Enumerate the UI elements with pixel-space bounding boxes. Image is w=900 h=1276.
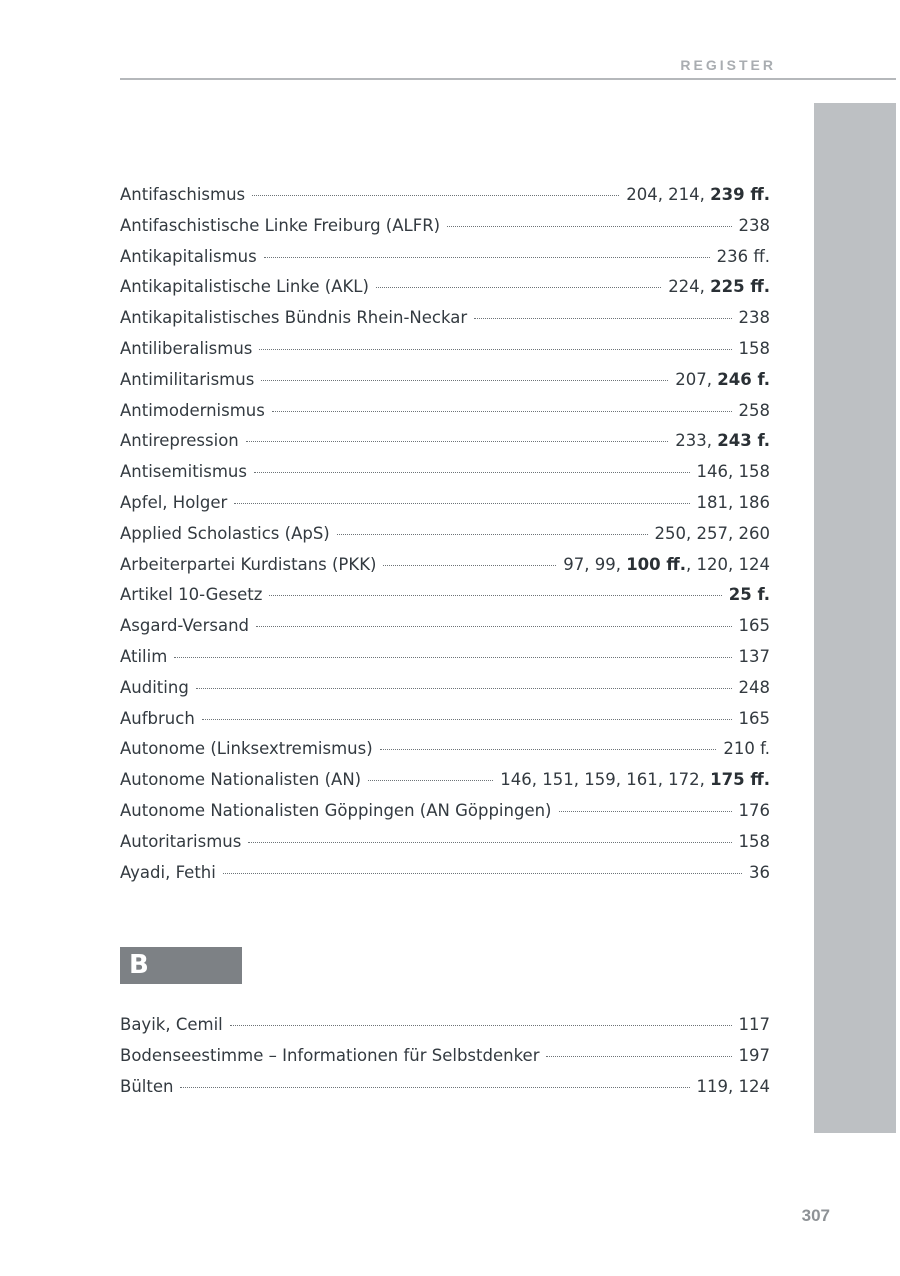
index-entry bbox=[120, 646, 770, 677]
index-term: Asgard-Versand bbox=[120, 616, 250, 636]
page-reference: 197 bbox=[738, 1045, 770, 1065]
page-references bbox=[563, 554, 770, 576]
page-reference: 146, 151, 159, 161, 172, bbox=[500, 770, 711, 790]
index-term: Applied Scholastics (ApS) bbox=[120, 523, 330, 543]
dot-leader bbox=[447, 226, 731, 227]
index-entry bbox=[120, 523, 770, 554]
index-term: Antifaschistische Linke Freiburg (ALFR) bbox=[120, 215, 441, 235]
index-entry bbox=[120, 1076, 770, 1107]
section-letter: B bbox=[129, 950, 149, 980]
dot-leader bbox=[180, 1087, 689, 1088]
page-references bbox=[655, 523, 770, 545]
page-reference: 119, 124 bbox=[696, 1076, 770, 1096]
page-reference: 238 bbox=[738, 215, 770, 235]
page-reference: 258 bbox=[738, 400, 770, 420]
index-term: Antirepression bbox=[120, 431, 239, 451]
index-term: Antisemitismus bbox=[120, 462, 247, 482]
dot-leader bbox=[474, 318, 731, 319]
page-reference: 97, 99, bbox=[563, 554, 627, 574]
dot-leader bbox=[559, 811, 732, 812]
index-term: Antikapitalistische Linke (AKL) bbox=[120, 277, 369, 297]
index-entry bbox=[120, 307, 770, 338]
page-reference: 146, 158 bbox=[696, 462, 770, 482]
page-references bbox=[500, 769, 770, 791]
index-term: Auditing bbox=[120, 677, 189, 697]
index-entry bbox=[120, 615, 770, 646]
index-entry bbox=[120, 831, 770, 862]
dot-leader bbox=[223, 873, 742, 874]
page-references bbox=[675, 430, 770, 452]
page-reference: 137 bbox=[738, 646, 770, 666]
index-term: Autonome Nationalisten (AN) bbox=[120, 770, 362, 790]
page-reference: 158 bbox=[738, 831, 770, 851]
index-term: Autoritarismus bbox=[120, 831, 242, 851]
index-term: Artikel 10-Gesetz bbox=[120, 585, 263, 605]
page-references bbox=[723, 738, 770, 760]
index-entry bbox=[120, 800, 770, 831]
index-entry bbox=[120, 862, 770, 893]
dot-leader bbox=[259, 349, 731, 350]
page-references bbox=[739, 646, 771, 668]
index-term: Antimodernismus bbox=[120, 400, 265, 420]
page-references bbox=[739, 1014, 771, 1036]
main-page-reference: 100 ff. bbox=[626, 554, 687, 574]
page-reference: 207, bbox=[675, 369, 718, 389]
index-entry bbox=[120, 1045, 770, 1076]
page-reference: , 120, 124 bbox=[686, 554, 770, 574]
index-term: Antimilitarismus bbox=[120, 369, 255, 389]
dot-leader bbox=[546, 1056, 731, 1057]
index-entry bbox=[120, 400, 770, 431]
page-references bbox=[739, 400, 771, 422]
dot-leader bbox=[380, 749, 717, 750]
page-references bbox=[739, 615, 771, 637]
page-references bbox=[697, 492, 770, 514]
dot-leader bbox=[174, 657, 731, 658]
running-head-title: REGISTER bbox=[680, 57, 776, 73]
page-references bbox=[739, 338, 771, 360]
page-reference: 158 bbox=[738, 338, 770, 358]
index-entry bbox=[120, 215, 770, 246]
index-entry bbox=[120, 338, 770, 369]
header-rule bbox=[120, 78, 896, 80]
index-term: Autonome Nationalisten Göppingen (AN Göppingen) bbox=[120, 800, 552, 820]
index-entry bbox=[120, 184, 770, 215]
dot-leader bbox=[368, 780, 493, 781]
index-term: Antikapitalismus bbox=[120, 246, 257, 266]
index-term: Antikapitalistisches Bündnis Rhein-Neckar bbox=[120, 308, 468, 328]
page-references bbox=[697, 1076, 770, 1098]
page-reference: 248 bbox=[738, 677, 770, 697]
index-entry bbox=[120, 369, 770, 400]
page-reference: 224, bbox=[668, 277, 711, 297]
index-term: Aufbruch bbox=[120, 708, 195, 728]
page-reference: 210 f. bbox=[723, 739, 770, 759]
dot-leader bbox=[269, 595, 721, 596]
main-page-reference: 175 ff. bbox=[710, 770, 770, 790]
index-term: Arbeiterpartei Kurdistans (PKK) bbox=[120, 554, 377, 574]
dot-leader bbox=[202, 719, 732, 720]
page-reference: 165 bbox=[738, 708, 770, 728]
index-entry bbox=[120, 246, 770, 277]
index-entry bbox=[120, 430, 770, 461]
page-references bbox=[675, 369, 770, 391]
page-reference: 204, 214, bbox=[626, 185, 711, 204]
thumb-index-tab bbox=[814, 103, 896, 1133]
page-reference: 233, bbox=[675, 431, 718, 451]
dot-leader bbox=[254, 472, 690, 473]
page-reference: 165 bbox=[738, 616, 770, 636]
page-reference: 176 bbox=[738, 800, 770, 820]
index-section-b bbox=[120, 1014, 770, 1106]
index-entry bbox=[120, 461, 770, 492]
dot-leader bbox=[264, 257, 710, 258]
index-entry bbox=[120, 1014, 770, 1045]
page-number: 307 bbox=[801, 1206, 830, 1225]
dot-leader bbox=[234, 503, 689, 504]
dot-leader bbox=[196, 688, 732, 689]
dot-leader bbox=[256, 626, 731, 627]
index-section-a bbox=[120, 184, 770, 892]
index-term: Antifaschismus bbox=[120, 185, 246, 204]
index-entry bbox=[120, 708, 770, 739]
dot-leader bbox=[261, 380, 668, 381]
index-entry bbox=[120, 677, 770, 708]
dot-leader bbox=[383, 565, 556, 566]
main-page-reference: 25 f. bbox=[728, 585, 770, 605]
dot-leader bbox=[252, 195, 619, 196]
index-entry bbox=[120, 276, 770, 307]
dot-leader bbox=[246, 441, 669, 442]
page-reference: 117 bbox=[738, 1015, 770, 1034]
main-page-reference: 225 ff. bbox=[710, 277, 770, 297]
page-references bbox=[717, 246, 770, 268]
index-term: Atilim bbox=[120, 646, 168, 666]
page-references bbox=[739, 215, 771, 237]
main-page-reference: 246 f. bbox=[717, 369, 770, 389]
index-entry bbox=[120, 554, 770, 585]
page-references bbox=[749, 862, 770, 884]
page-reference: 236 ff. bbox=[716, 246, 770, 266]
dot-leader bbox=[272, 411, 732, 412]
index-term: Bayik, Cemil bbox=[120, 1015, 223, 1034]
page-reference: 36 bbox=[749, 862, 770, 882]
dot-leader bbox=[248, 842, 731, 843]
page-references bbox=[739, 1045, 771, 1067]
page-references bbox=[626, 184, 770, 206]
index-term: Bülten bbox=[120, 1076, 174, 1096]
index-term: Antiliberalismus bbox=[120, 338, 253, 358]
page-references bbox=[739, 800, 771, 822]
page-reference: 238 bbox=[738, 308, 770, 328]
page-references bbox=[729, 584, 770, 606]
page-references bbox=[668, 276, 770, 298]
dot-leader bbox=[376, 287, 661, 288]
index-entry bbox=[120, 584, 770, 615]
main-page-reference: 243 f. bbox=[717, 431, 770, 451]
index-term: Bodenseestimme – Informationen für Selbstdenker bbox=[120, 1045, 540, 1065]
page-reference: 181, 186 bbox=[696, 492, 770, 512]
section-letter-block bbox=[120, 947, 242, 984]
main-page-reference: 239 ff. bbox=[710, 185, 770, 204]
dot-leader bbox=[230, 1025, 732, 1026]
index-term: Autonome (Linksextremismus) bbox=[120, 739, 373, 759]
page-references bbox=[739, 831, 771, 853]
page-references bbox=[739, 677, 771, 699]
index-entry bbox=[120, 769, 770, 800]
index-term: Apfel, Holger bbox=[120, 492, 228, 512]
index-term: Ayadi, Fethi bbox=[120, 862, 216, 882]
index-entry bbox=[120, 492, 770, 523]
dot-leader bbox=[337, 534, 648, 535]
page-references bbox=[697, 461, 770, 483]
page-reference: 250, 257, 260 bbox=[654, 523, 770, 543]
page-references bbox=[739, 708, 771, 730]
page-references bbox=[739, 307, 771, 329]
index-entry bbox=[120, 738, 770, 769]
